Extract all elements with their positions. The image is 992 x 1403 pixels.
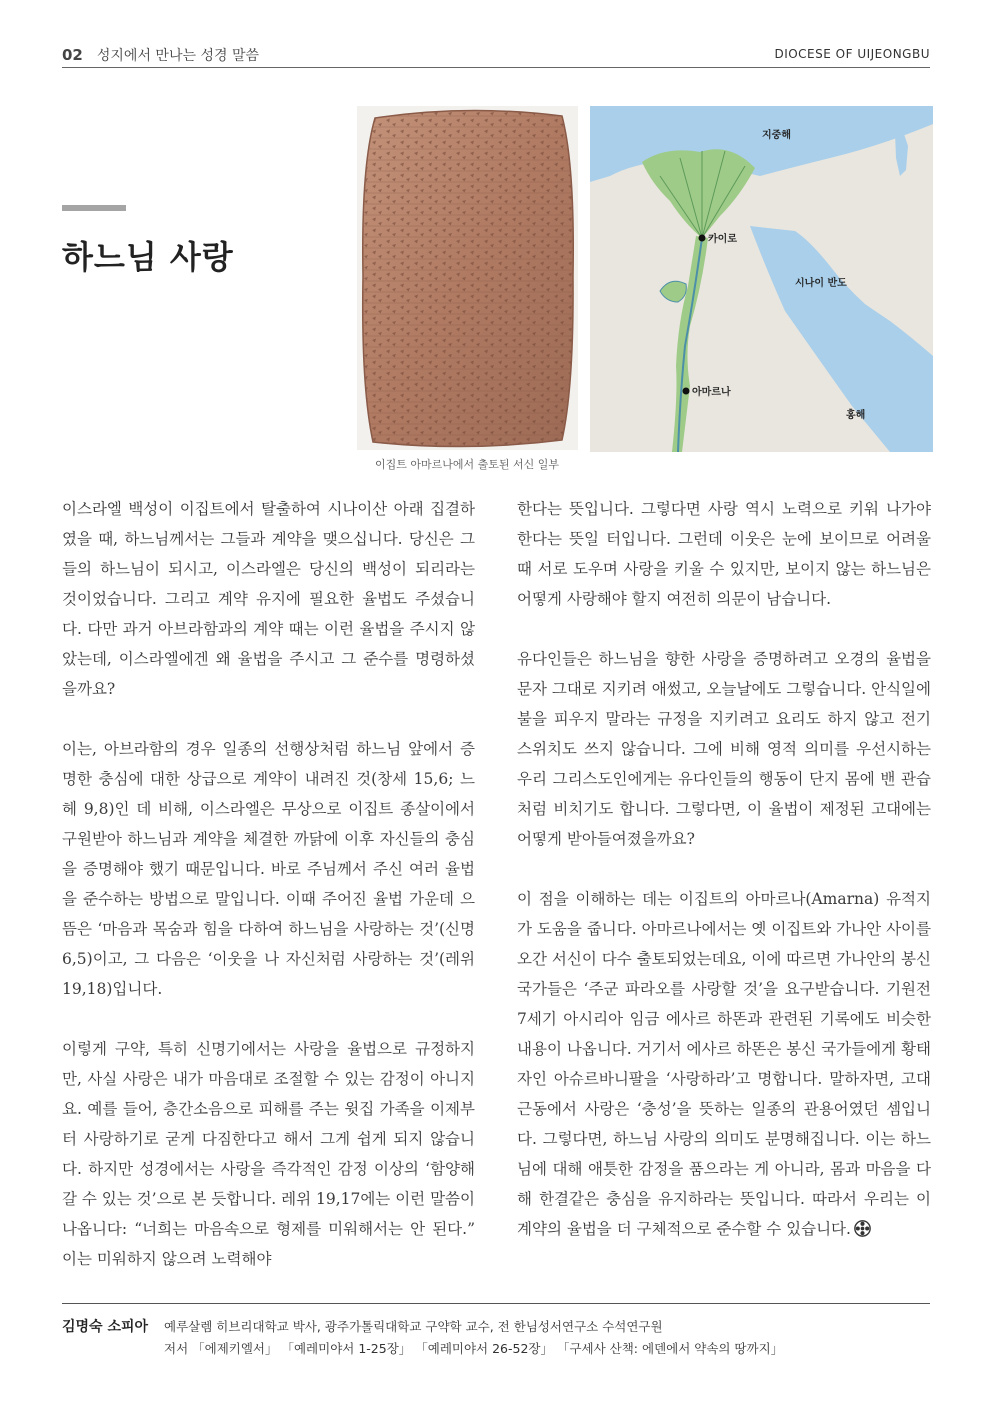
running-header [62,45,259,65]
paragraph-last [517,884,931,1244]
paragraph: 이는, 아브라함의 경우 일종의 선행상처럼 하느님 앞에서 증명한 충심에 대한 상급으로 계약이 내려진 것(창세 15,6; 느헤 9,8)인 데 비해, 이스라엘은 무상으로 이집트 종살이에서 구원받아 하느님과 계약을 체결한 까닭에 이후 자신들의 충심을 증명해야 했기 때문입니다. 바로 주님께서 주신 여러 율법을 준수하는 방법으로 말입니다. 이때 주어진 율법 가운데 으뜸은 ‘마음과 목숨과 힘을 다하여 하느님을 사랑하는 것’(신명 6,5)이고, 그 다음은 ‘이웃을 나 자신처럼 사랑하는 것’(레위 19,18)입니다. [62,740,475,998]
figure-caption: 이집트 아마르나에서 출토된 서신 일부 [374,458,559,471]
end-of-article-icon [854,1220,871,1237]
header-divider [62,67,930,68]
footer-divider [62,1303,930,1304]
organization-name: DIOCESE OF UIJEONGBU [774,47,930,61]
body-column-right [517,494,931,1244]
egypt-sinai-map [590,106,933,452]
map-label-red-sea: 홍해 [846,410,866,421]
title-accent-bar [62,205,126,211]
section-title: 성지에서 만나는 성경 말씀 [96,48,259,64]
paragraph-text: 이 점을 이해하는 데는 이집트의 아마르나(Amarna) 유적지가 도움을 줍니다. 아마르나에서는 옛 이집트와 가나안 사이를 오간 서신이 다수 출토되었는데요, 이에 따르면 가나안의 봉신 국가들은 ‘주군 파라오를 사랑할 것’을 요구받습니다. 기원전 7세기 아시리아 임금 에사르 하똔과 관련된 기록에도 비슷한 내용이 나옵니다. 거기서 에사르 하똔은 봉신 국가들에게 황태자인 아슈르바니팔을 ‘사랑하라’고 명합니다. 말하자면, 고대 근동에서 사랑은 ‘충성’을 뜻하는 일종의 관용어였던 셈입니다. 그렇다면, 하느님 사랑의 의미도 분명해집니다. 이는 하느님에 대해 애틋한 감정을 품으라는 게 아니라, 몸과 마음을 다해 한결같은 충심을 유지하라는 뜻입니다. 따라서 우리는 이 계약의 율법을 더 구체적으로 준수할 수 있습니다. [517,890,931,1238]
paragraph: 이렇게 구약, 특히 신명기에서는 사랑을 율법으로 규정하지만, 사실 사랑은 내가 마음대로 조절할 수 있는 감정이 아니지요. 예를 들어, 층간소음으로 피해를 주는 윗집 가족을 이제부터 사랑하기로 굳게 다짐한다고 해서 그게 쉽게 되지 않습니다. 하지만 성경에서는 사랑을 즉각적인 감정 이상의 ‘함양해 갈 수 있는 것’으로 본 듯합니다. 레위 19,17에는 이런 말씀이 나옵니다: “너희는 마음속으로 형제를 미워해서는 안 된다.” 이는 미워하지 않으려 노력해야 [62,1040,476,1268]
article-title: 하느님 사랑 [62,238,234,276]
author-works: 저서 「에제키엘서」 「예레미야서 1-25장」 「예레미야서 26-52장」 「구세사 산책: 에덴에서 약속의 땅까지」 [164,1341,784,1356]
author-bio: 예루살렘 히브리대학교 박사, 광주가톨릭대학교 구약학 교수, 전 한님성서연구소 수석연구원 [164,1319,663,1334]
paragraph: 이스라엘 백성이 이집트에서 탈출하여 시나이산 아래 집결하였을 때, 하느님께서는 그들과 계약을 맺으십니다. 당신은 그들의 하느님이 되시고, 이스라엘은 당신의 백성이 되리라는 것이었습니다. 그리고 계약 유지에 필요한 율법도 주셨습니다. 다만 과거 아브라함과의 계약 때는 이런 율법을 주시지 않았는데, 이스라엘에겐 왜 율법을 주시고 그 준수를 명령하셨을까요? [62,500,475,698]
amarna-letter-image [357,106,578,450]
page-number: 02 [62,46,83,64]
paragraph: 한다는 뜻입니다. 그렇다면 사랑 역시 노력으로 키워 나가야 한다는 뜻일 터입니다. 그런데 이웃은 눈에 보이므로 어려울 때 서로 도우며 사랑을 키울 수 있지만, 보이지 않는 하느님은 어떻게 사랑해야 할지 여전히 의문이 남습니다. [517,500,931,608]
body-column-left [62,494,475,1274]
map-label-cairo: 카이로 [708,234,737,245]
paragraph: 유다인들은 하느님을 향한 사랑을 증명하려고 오경의 율법을 문자 그대로 지키려 애썼고, 오늘날에도 그렇습니다. 안식일에 불을 피우지 말라는 규정을 지키려고 요리도 하지 않고 전기 스위치도 쓰지 않습니다. 그에 비해 영적 의미를 우선시하는 우리 그리스도인에게는 유다인들의 행동이 단지 몸에 밴 관습처럼 비치기도 합니다. 그렇다면, 이 율법이 제정된 고대에는 어떻게 받아들여졌을까요? [517,650,931,848]
map-label-amarna: 아마르나 [692,387,731,398]
author-name: 김명숙 소피아 [62,1319,149,1335]
map-label-sinai: 시나이 반도 [795,278,847,289]
map-label-mediterranean: 지중해 [762,130,791,141]
cuneiform-tablet-illustration [357,106,578,450]
